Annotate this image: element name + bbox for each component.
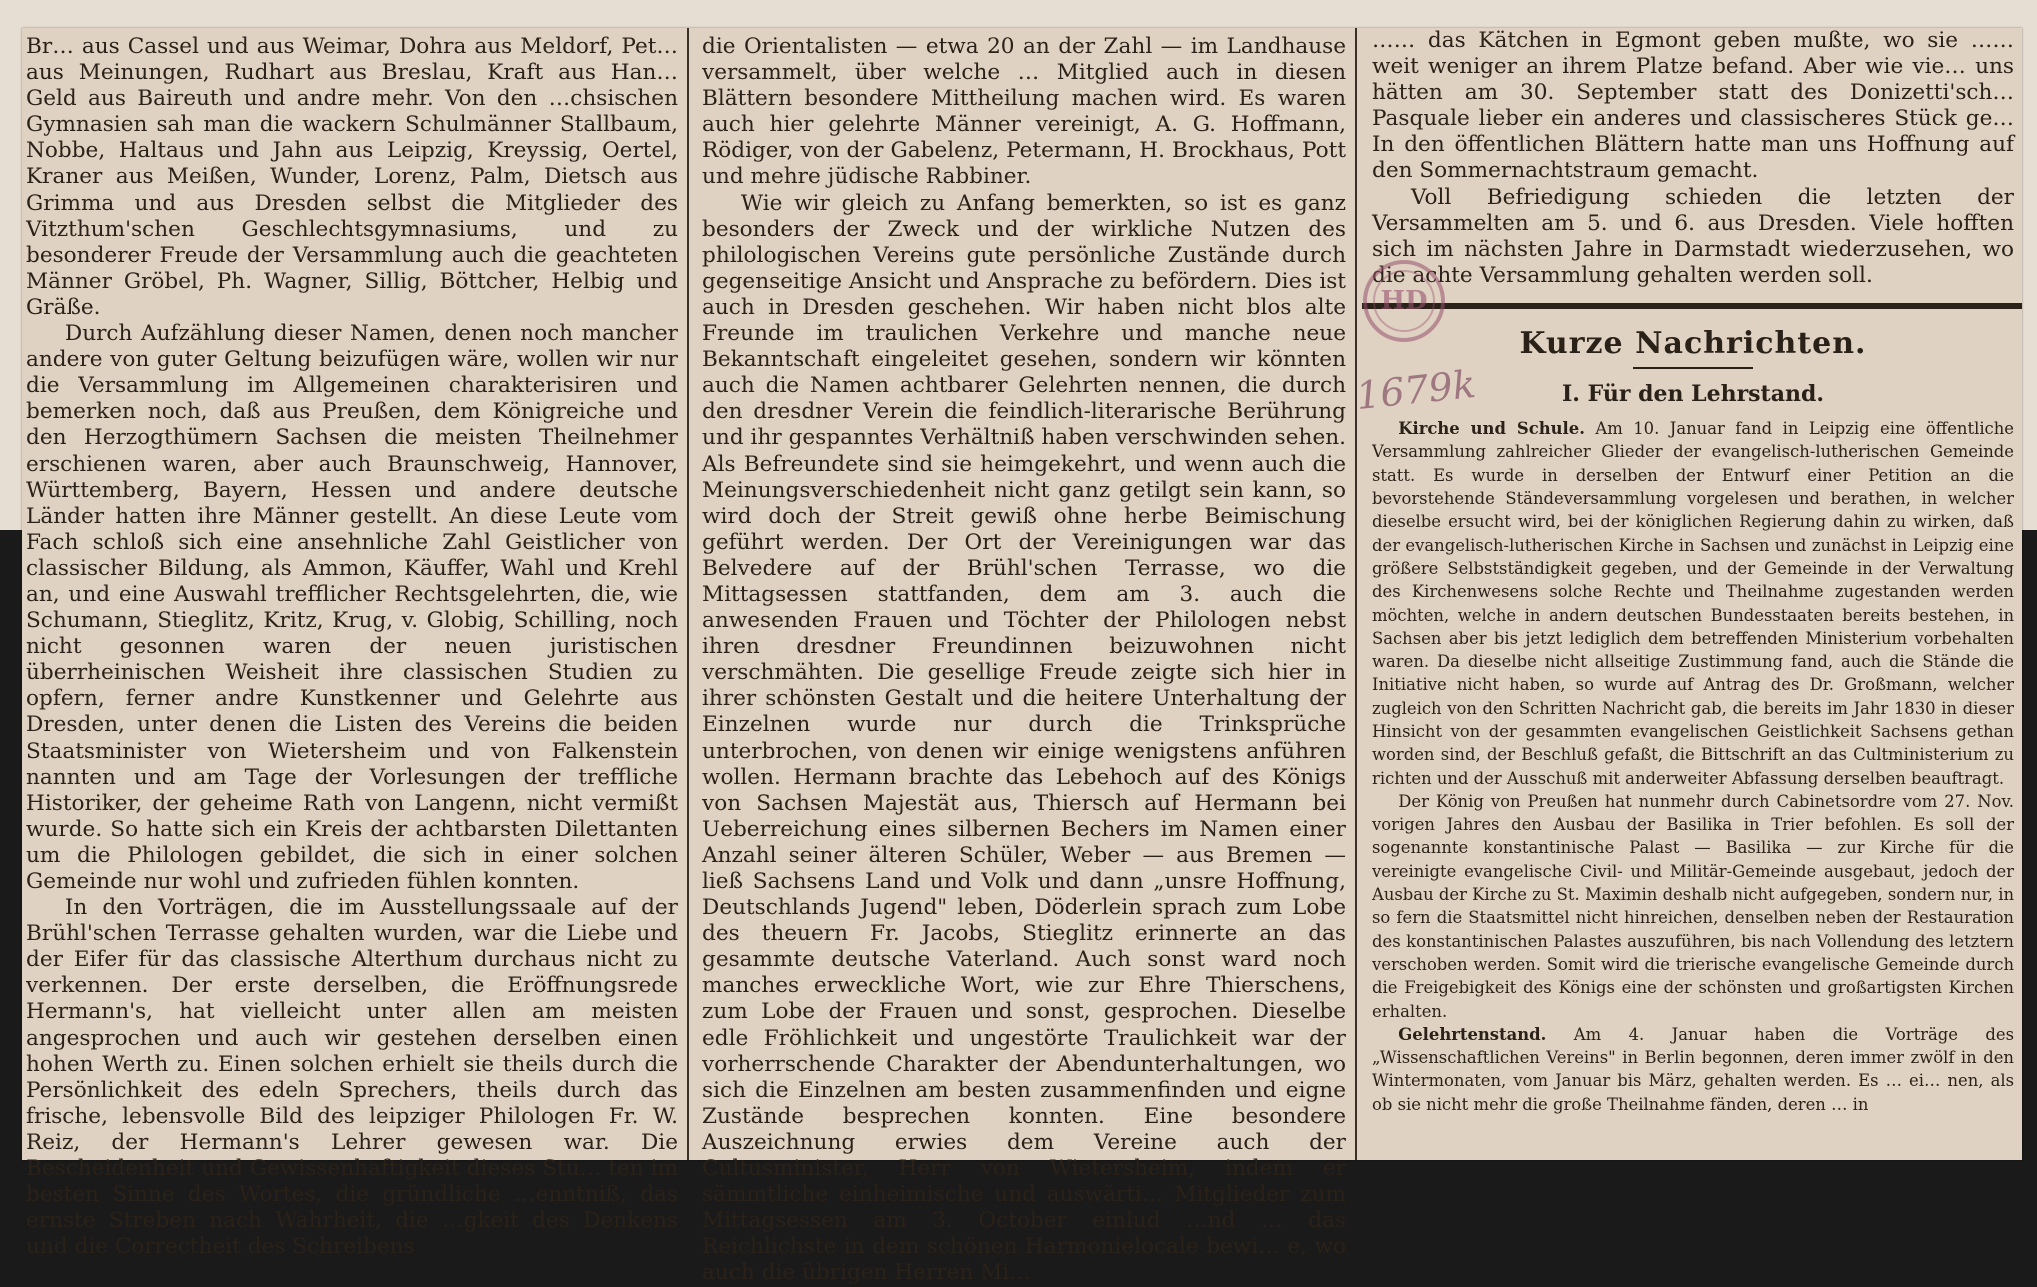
- news-text: Am 10. Januar fand in Leipzig eine öffentliche Versammlung zahlreicher Glieder der evangelisch-lutherischen Gemeinde statt. Es wurde in derselben der Entwurf einer Petition an die bevorstehende Ständeversammlung vorgelesen und berathen, in welcher dieselbe ersucht wird, bei der königlichen Regierung dahin zu wirken, daß der evangelisch-lutherischen Kirche in Sachsen und zunächst in Leipzig eine größere Selbstständigkeit gegeben, und der Gemeinde in der Verwaltung des Kirchenwesens solche Rechte und Theilnahme zugestanden werden möchten, welche in andern deutschen Bundesstaaten bereits bestehen, in Sachsen aber bis jetzt lediglich dem betreffenden Ministerium vorbehalten waren. Da dieselbe nicht allseitige Zustimmung fand, auch die Stände die Initiative nicht haben, so wurde auf Antrag des Dr. Großmann, welcher zugleich von den Schritten Nachricht gab, die bereits im Jahr 1830 in dieser Hinsicht von der gesammten evangelischen Geistlichkeit Sachsens gethan worden sind, der Beschluß gefaßt, die Bittschrift an das Cultministerium zu richten und der Ausschuß mit anderweiter Abfassung derselben beauftragt.: [1372, 419, 2014, 788]
- news-lead: Gelehrtenstand.: [1398, 1024, 1547, 1044]
- news-text: Am 4. Januar haben die Vorträge des „Wissenschaftlichen Vereins" in Berlin begonnen, deren immer zwölf in den Wintermonaten, vom Januar bis März, gehalten werden. Es … ei… nen, als ob sie nicht mehr die große Theilnahme fänden, deren … in: [1372, 1024, 2014, 1114]
- column-left: [22, 28, 684, 1260]
- section-divider: [1362, 303, 2022, 309]
- column-right: [1362, 28, 2022, 1160]
- paragraph: Wie wir gleich zu Anfang bemerkten, so ist es ganz besonders der Zweck und der wirkliche Nutzen des philologischen Vereins gute persönliche Zustände durch gegenseitige Ansicht und Ansprache zu befördern. Dies ist auch in Dresden geschehen. Wir haben nicht blos alte Freunde im traulichen Verkehre und manche neue Bekanntschaft eingeleitet gesehen, sondern wir könnten auch die Namen achtbarer Gelehrten nennen, die durch den dresdner Verein die feindlich-literarische Berührung und ihr gespanntes Verhältniß haben verschwinden sehen. Als Befreundete sind sie heimgekehrt, und wenn auch die Meinungsverschiedenheit nicht ganz getilgt sein kann, so wird doch der Streit gewiß ohne herbe Beimischung geführt werden. Der Ort der Vereinigungen war das Belvedere auf der Brühl'schen Terrasse, wo die Mittagsessen stattfanden, dem am 3. auch die anwesenden Frauen und Töchter der Philologen nebst ihren dresdner Freundinnen beizuwohnen nicht verschmähten. Die gesellige Freude zeigte sich hier in ihrer schönsten Gestalt und die heitere Unterhaltung der Einzelnen wurde nur durch die Trinksprüche unterbrochen, von denen wir einige wenigstens anführen wollen. Hermann brachte das Lebehoch auf des Königs von Sachsen Majestät aus, Thiersch auf Hermann bei Ueberreichung eines silbernen Bechers im Namen einer Anzahl seiner älteren Schüler, Weber — aus Bremen — ließ Sachsens Land und Volk und dann „unsre Hoffnung, Deutschlands Jugend" leben, Döderlein sprach zum Lobe des theuern Fr. Jacobs, Stieglitz erinnerte an das gesammte deutsche Vaterland. Auch sonst ward noch manches erweckliche Wort, wie zur Ehre Thierschens, zum Lobe der Frauen und sonst, gesprochen. Dieselbe edle Fröhlichkeit und ungestörte Traulichkeit war der vorherrschende Charakter der Abendunterhaltungen, wo sich die Einzelnen am besten zusammenfinden und eigne Zustände besprechen konnten. Eine besondere Auszeichnung erwies dem Vereine auch der Cultusminister, Herr von Wietersheim, indem er sämmtliche einheimische und auswärti… Mitglieder zum Mittagsessen am 3. October einlud …nd … das Reichlichste in dem schönen Harmonielocale bewi… e, wo auch die übrigen Herren Mi…: [702, 190, 1346, 1286]
- paragraph: Durch Aufzählung dieser Namen, denen noch mancher andere von guter Geltung beizufügen wäre, wollen wir nur die Versammlung im Allgemeinen charakterisiren und bemerken noch, daß aus Preußen, dem Königreiche und den Herzogthümern Sachsen die meisten Theilnehmer erschienen waren, aber auch Braunschweig, Hannover, Württemberg, Bayern, Hessen und andere deutsche Länder hatten ihre Männer gestellt. An diese Leute vom Fach schloß sich eine ansehnliche Zahl Geistlicher von classischer Bildung, als Ammon, Käuffer, Wahl und Krehl an, und eine Auswahl trefflicher Rechtsgelehrten, die, wie Schumann, Stieglitz, Kritz, Krug, v. Globig, Schilling, noch nicht gesonnen waren der neuen juristischen überrheinischen Weisheit ihre classischen Studien zu opfern, ferner andre Kunstkenner und Gelehrte aus Dresden, unter denen die Listen des Vereins die beiden Staatsminister von Wietersheim und von Falkenstein nannten und am Tage der Vorlesungen der treffliche Historiker, der geheime Rath von Langenn, nicht vermißt wurde. So hatte sich ein Kreis der achtbarsten Dilettanten um die Philologen gebildet, die sich in einer solchen Gemeinde nur wohl und zufrieden fühlen konnten.: [26, 321, 678, 894]
- column-middle: [694, 28, 1352, 1286]
- paragraph: die Orientalisten — etwa 20 an der Zahl — im Landhause versammelt, über welche … Mitglied auch in diesen Blättern besondere Mittheilung machen wird. Es waren auch hier gelehrte Männer vereinigt, A. G. Hoffmann, Rödiger, von der Gabelenz, Petermann, H. Brockhaus, Pott und mehre jüdische Rabbiner.: [702, 34, 1346, 190]
- paragraph: …… das Kätchen in Egmont geben mußte, wo sie …… weit weniger an ihrem Platze befand. Aber wie vie… uns hätten am 30. September statt des Donizetti'sch… Pasquale lieber ein anderes und classischeres Stück ge… In den öffentlichen Blättern hatte man uns Hoffnung auf den Sommernachtstraum gemacht.: [1372, 28, 2014, 184]
- paragraph: Voll Befriedigung schieden die letzten der Versammelten am 5. und 6. aus Dresden. Viele hofften sich im nächsten Jahre in Darmstadt wiederzusehen, wo die achte Versammlung gehalten werden soll.: [1372, 184, 2014, 288]
- news-item: [1372, 790, 2014, 1023]
- news-lead: Kirche und Schule.: [1398, 419, 1585, 439]
- news-item: [1372, 417, 2014, 790]
- paragraph: Br… aus Cassel und aus Weimar, Dohra aus Meldorf, Pet… aus Meinungen, Rudhart aus Breslau, Kraft aus Han… Geld aus Baireuth und andre mehr. Von den …chsischen Gymnasien sah man die wackern Schulmänner Stallbaum, Nobbe, Haltaus und Jahn aus Leipzig, Kreyssig, Oertel, Kraner aus Meißen, Wunder, Lorenz, Palm, Dietsch aus Grimma und aus Dresden selbst die Mitglieder des Vitzthum'schen Geschlechtsgymnasiums, und zu besonderer Freude der Versammlung auch die geachteten Männer Gröbel, Ph. Wagner, Sillig, Böttcher, Helbig und Gräße.: [26, 34, 678, 320]
- news-item: [1372, 1023, 2014, 1116]
- column-divider: [687, 28, 689, 1160]
- heading-rule: [1633, 367, 1753, 369]
- column-divider: [1355, 28, 1357, 1160]
- library-stamp: HD: [1363, 260, 1445, 342]
- newspaper-clipping: [22, 28, 2022, 1286]
- section-heading: Kurze Nachrichten.: [1519, 325, 1867, 361]
- news-text: Der König von Preußen hat nunmehr durch Cabinetsordre vom 27. Nov. vorigen Jahres den Ausbau der Basilika in Trier befohlen. Es soll der sogenannte konstantinische Palast — Basilika — zur Kirche für die vereinigte evangelische Civil- und Militär-Gemeinde ausgebaut, jedoch der Ausbau der Kirche zu St. Maximin deshalb nicht aufgegeben, sondern nur, in so fern die Staatsmittel nicht hinreichen, denselben neben der Restauration des konstantinischen Palastes auszuführen, bis nach Vollendung des letztern verschoben werden. Somit wird die trierische evangelische Gemeinde durch die Freigebigkeit des Königs eine der schönsten und großartigsten Kirchen erhalten.: [1372, 791, 2014, 1021]
- section-subheading: I. Für den Lehrstand.: [1561, 381, 1824, 408]
- paragraph: In den Vorträgen, die im Ausstellungssaale auf der Brühl'schen Terrasse gehalten wurden, war die Liebe und der Eifer für das classische Alterthum durchaus nicht zu verkennen. Der erste derselben, die Eröffnungsrede Hermann's, hat vielleicht unter allen am meisten angesprochen und auch wir gestehen derselben einen hohen Werth zu. Einen solchen erhielt sie theils durch die Persönlichkeit des edeln Sprechers, theils durch das frische, lebensvolle Bild des leipziger Philologen Fr. W. Reiz, der Hermann's Lehrer gewesen war. Die Bescheidenheit und Gewissenhaftigkeit dieses Stu… ten im besten Sinne des Wortes, die gründliche …enntniß, das ernste Streben nach Wahrheit, die …gkeit des Denkens und die Correctheit des Schreibens: [26, 895, 678, 1260]
- news-block: [1372, 417, 2014, 1116]
- inventory-number: 1679k: [1354, 361, 1478, 419]
